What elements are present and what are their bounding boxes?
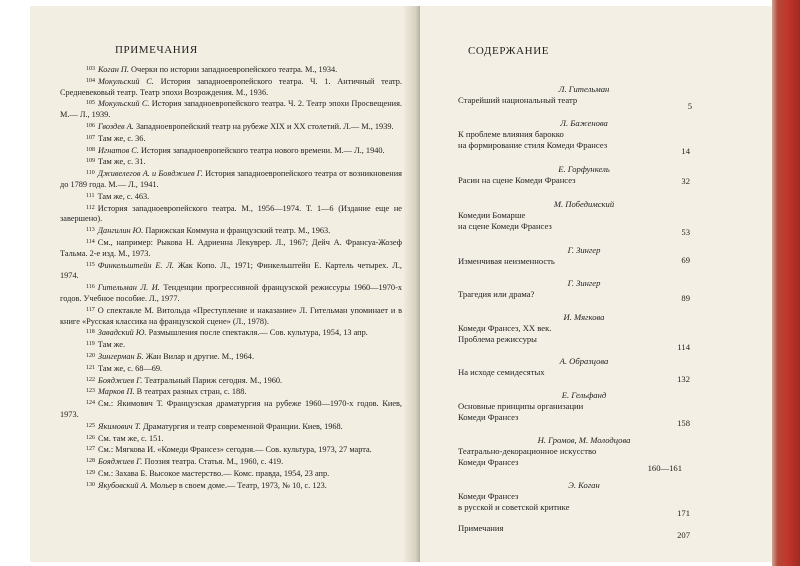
note-number: 111 [86, 192, 95, 199]
toc-entry [458, 278, 690, 303]
note-item [60, 339, 402, 351]
toc-title: Расин на сцене Комеди Франсез [458, 175, 576, 185]
note-author: Марков П. [98, 387, 135, 397]
note-number: 125 [86, 422, 95, 429]
note-item [60, 305, 402, 328]
note-number: 122 [86, 376, 95, 383]
note-number: 103 [86, 66, 95, 72]
note-item [60, 480, 402, 492]
note-item [60, 444, 402, 456]
note-number: 106 [86, 122, 95, 129]
note-item [60, 133, 402, 145]
toc-author: Г. Зингер [567, 245, 601, 255]
note-item [60, 237, 402, 260]
toc-author: Е. Горфункель [558, 164, 610, 174]
toc-entry [458, 84, 692, 111]
note-text: Размышления после спектакля.— Сов. культура, 1954, 13 апр. [146, 328, 368, 338]
toc-author: Л. Баженова [560, 118, 608, 128]
note-text: Жан Вилар и другие. М., 1964. [143, 351, 255, 361]
note-number: 107 [86, 134, 95, 141]
toc-page-number: 160—161 [647, 463, 682, 473]
note-item [60, 168, 402, 191]
note-item [60, 421, 402, 433]
note-author: Коган П. [98, 65, 129, 74]
toc-author: И. Мягкова [563, 312, 605, 322]
note-item [60, 468, 402, 480]
note-number: 104 [86, 77, 95, 84]
note-number: 117 [86, 306, 95, 313]
note-item [60, 98, 402, 121]
note-text: Жак Копо. Л., 1971; Финкельштейн Е. Картель четырех. Л., 1974. [60, 260, 402, 281]
note-item [60, 64, 402, 76]
note-text: Поэзия театра. Статья. М., 1960, с. 419. [142, 457, 284, 467]
note-item [60, 76, 402, 99]
toc-page-number: 32 [681, 176, 690, 186]
note-text: О спектакле М. Витольда «Преступление и наказание» Л. Гительман упоминает и в книге «Русская классика на французской сцене» (Л., 1978). [60, 305, 402, 326]
toc-title: Основные принципы организации Комеди Франсез [458, 401, 584, 422]
toc-entry [458, 480, 690, 518]
note-item [60, 156, 402, 168]
note-number: 129 [86, 469, 95, 476]
note-number: 127 [86, 446, 95, 453]
note-number: 115 [86, 261, 95, 268]
toc-author: Г. Зингер [567, 278, 601, 288]
note-item [60, 260, 402, 283]
toc-entry [458, 199, 690, 237]
note-author: Мокульский С. [98, 76, 154, 86]
toc-author: Н. Громов, М. Молодцова [537, 435, 631, 445]
note-text: Драматургия и театр современной Франции. Киев, 1968. [140, 421, 343, 431]
toc-title: Трагедия или драма? [458, 289, 535, 299]
note-author: Бояджиев Г. [98, 375, 143, 385]
note-text: Парижская Коммуна и французский театр. М., 1963. [143, 226, 331, 236]
note-number: 113 [86, 227, 95, 234]
note-number: 110 [86, 170, 95, 177]
note-item [60, 282, 402, 305]
note-item [60, 191, 402, 203]
note-author: Дживелегов А. и Бояджиев Г. [97, 169, 203, 179]
note-author: Гвоздев А. [98, 121, 134, 131]
table-of-contents [458, 84, 692, 540]
toc-title: Комеди Франсез в русской и советской критике [458, 491, 570, 512]
note-author: Игнатов С. [98, 145, 139, 155]
toc-entry [458, 390, 690, 428]
note-text: В театрах разных стран, с. 188. [134, 387, 247, 397]
note-author: Мокульский С. [98, 99, 150, 109]
note-number: 130 [86, 481, 95, 488]
note-text: Там же, с. 68—69. [98, 363, 163, 373]
note-item [60, 363, 402, 375]
note-item [60, 145, 402, 157]
note-number: 119 [86, 341, 95, 348]
note-text: История западноевропейского театра. Ч. 2. Театр эпохи Просвещения. М.— Л., 1939. [60, 99, 402, 120]
red-cover-edge [772, 0, 800, 566]
note-text: Театральный Париж сегодня. М., 1960. [142, 375, 283, 385]
toc-page-number: 14 [681, 146, 690, 156]
note-item [60, 351, 402, 363]
note-text: См., например: Рыкова Н. Адриенна Лекуврер. Л., 1967; Дейч А. Франсуа-Жозеф Тальма. 2-е изд. М., 1973. [60, 237, 402, 258]
note-number: 128 [86, 458, 95, 465]
toc-author: А. Образцова [559, 356, 609, 366]
toc-page-number: 5 [687, 101, 692, 111]
note-text: Западноевропейский театр на рубеже XIX и XX столетий. Л.— М., 1939. [133, 121, 394, 131]
toc-page-number: 89 [681, 293, 690, 303]
note-number: 105 [86, 100, 95, 107]
note-author: Дангилин Ю. [97, 226, 144, 236]
note-text: См. там же, с. 151. [98, 433, 164, 443]
note-text: История западноевропейского театра нового времени. М.— Л., 1940. [138, 145, 385, 155]
toc-page-number: 69 [681, 255, 690, 265]
contents-heading: СОДЕРЖАНИЕ [468, 45, 550, 57]
toc-entry [458, 118, 690, 156]
note-item [60, 225, 402, 237]
note-text: Там же, с. 36. [98, 133, 146, 143]
note-text: Тенденции прогрессивной французской режиссуры 1960—1970-х годов. Учебное пособие. Л., 1977. [60, 283, 402, 303]
note-text: История западноевропейского театра от возникновения до 1789 года. М.— Л., 1941. [60, 169, 402, 189]
note-author: Якубовский А. [98, 480, 148, 490]
toc-entry [458, 435, 690, 473]
note-text: См.: Якимович Т. Французская драматургия на рубеже 1960—1970-х годов. Киев, 1973. [60, 399, 402, 419]
note-author: Зингерман Б. [98, 351, 144, 361]
note-item [60, 386, 402, 398]
toc-title: Театрально-декорационное искусство Комеди Франсез [458, 446, 597, 467]
note-author: Финкельштейн Е. Л. [97, 260, 175, 270]
toc-title: Примечания [458, 523, 504, 533]
toc-page-number: 114 [677, 342, 690, 352]
note-number: 124 [86, 400, 95, 407]
note-number: 123 [86, 388, 95, 395]
toc-author: Э. Коган [568, 480, 600, 490]
toc-entry [458, 523, 690, 540]
toc-title: Комедии Бомарше на сцене Комеди Франсез [458, 210, 552, 231]
note-text: Очерки по истории западноевропейского театра. М., 1934. [128, 65, 338, 74]
notes-list [60, 64, 402, 491]
note-text: Там же, с. 463. [97, 191, 150, 201]
note-number: 112 [86, 204, 95, 211]
note-author: Бояджиев Г. [98, 457, 143, 467]
note-number: 116 [86, 284, 95, 291]
note-item [60, 433, 402, 445]
toc-author: Е. Гельфанд [561, 390, 607, 400]
toc-title: Старейший национальный театр [458, 95, 578, 105]
note-author: Якимович Т. [98, 421, 141, 431]
note-number: 109 [86, 158, 95, 165]
note-text: См.: Мягкова И. «Комеди Франсез» сегодня.— Сов. культура, 1973, 27 марта. [98, 445, 372, 455]
note-author: Завадский Ю. [97, 328, 147, 338]
toc-page-number: 171 [677, 508, 690, 518]
note-author: Гительман Л. И. [97, 283, 160, 293]
toc-page-number: 207 [677, 530, 690, 540]
notes-heading: ПРИМЕЧАНИЯ [115, 44, 198, 56]
note-text: См.: Захава Б. Высокое мастерство.— Комс. правда, 1954, 23 апр. [98, 468, 330, 478]
note-item [60, 327, 402, 339]
note-item [60, 203, 402, 226]
toc-page-number: 158 [677, 418, 690, 428]
toc-entry [458, 245, 690, 267]
note-item [60, 375, 402, 387]
note-number: 118 [86, 329, 95, 336]
toc-entry [458, 312, 690, 352]
note-text: Там же, с. 31. [98, 157, 146, 167]
note-number: 120 [86, 352, 95, 359]
note-text: Там же. [97, 340, 126, 350]
toc-title: К проблеме влияния барокко на формирование стиля Комеди Франсез [458, 129, 608, 150]
toc-title: На исходе семидесятых [458, 367, 545, 377]
toc-author: М. Победимский [553, 199, 615, 209]
toc-page-number: 53 [681, 227, 690, 237]
note-number: 126 [86, 434, 95, 441]
toc-author: Л. Гительман [558, 84, 610, 94]
toc-entry [458, 356, 690, 384]
note-item [60, 398, 402, 421]
toc-page-number: 132 [677, 374, 690, 384]
note-item [60, 121, 402, 133]
toc-entry [458, 164, 690, 186]
note-text: История западноевропейского театра. Ч. 1. Античный театр. Средневековый театр. Театр эпохи Возрождения. М., 1936. [60, 76, 402, 97]
note-number: 114 [86, 238, 95, 245]
note-number: 108 [86, 146, 95, 153]
note-text: История западноевропейского театра. М., 1956—1974. Т. 1—6 (Издание еще не завершено). [60, 203, 402, 224]
note-item [60, 456, 402, 468]
toc-title: Комеди Франсез, XX век. Проблема режиссуры [458, 323, 552, 344]
note-number: 121 [86, 364, 95, 371]
toc-title: Изменчивая неизменность [458, 256, 555, 266]
note-text: Мольер в своем доме.— Театр, 1973, № 10, с. 123. [147, 480, 327, 490]
